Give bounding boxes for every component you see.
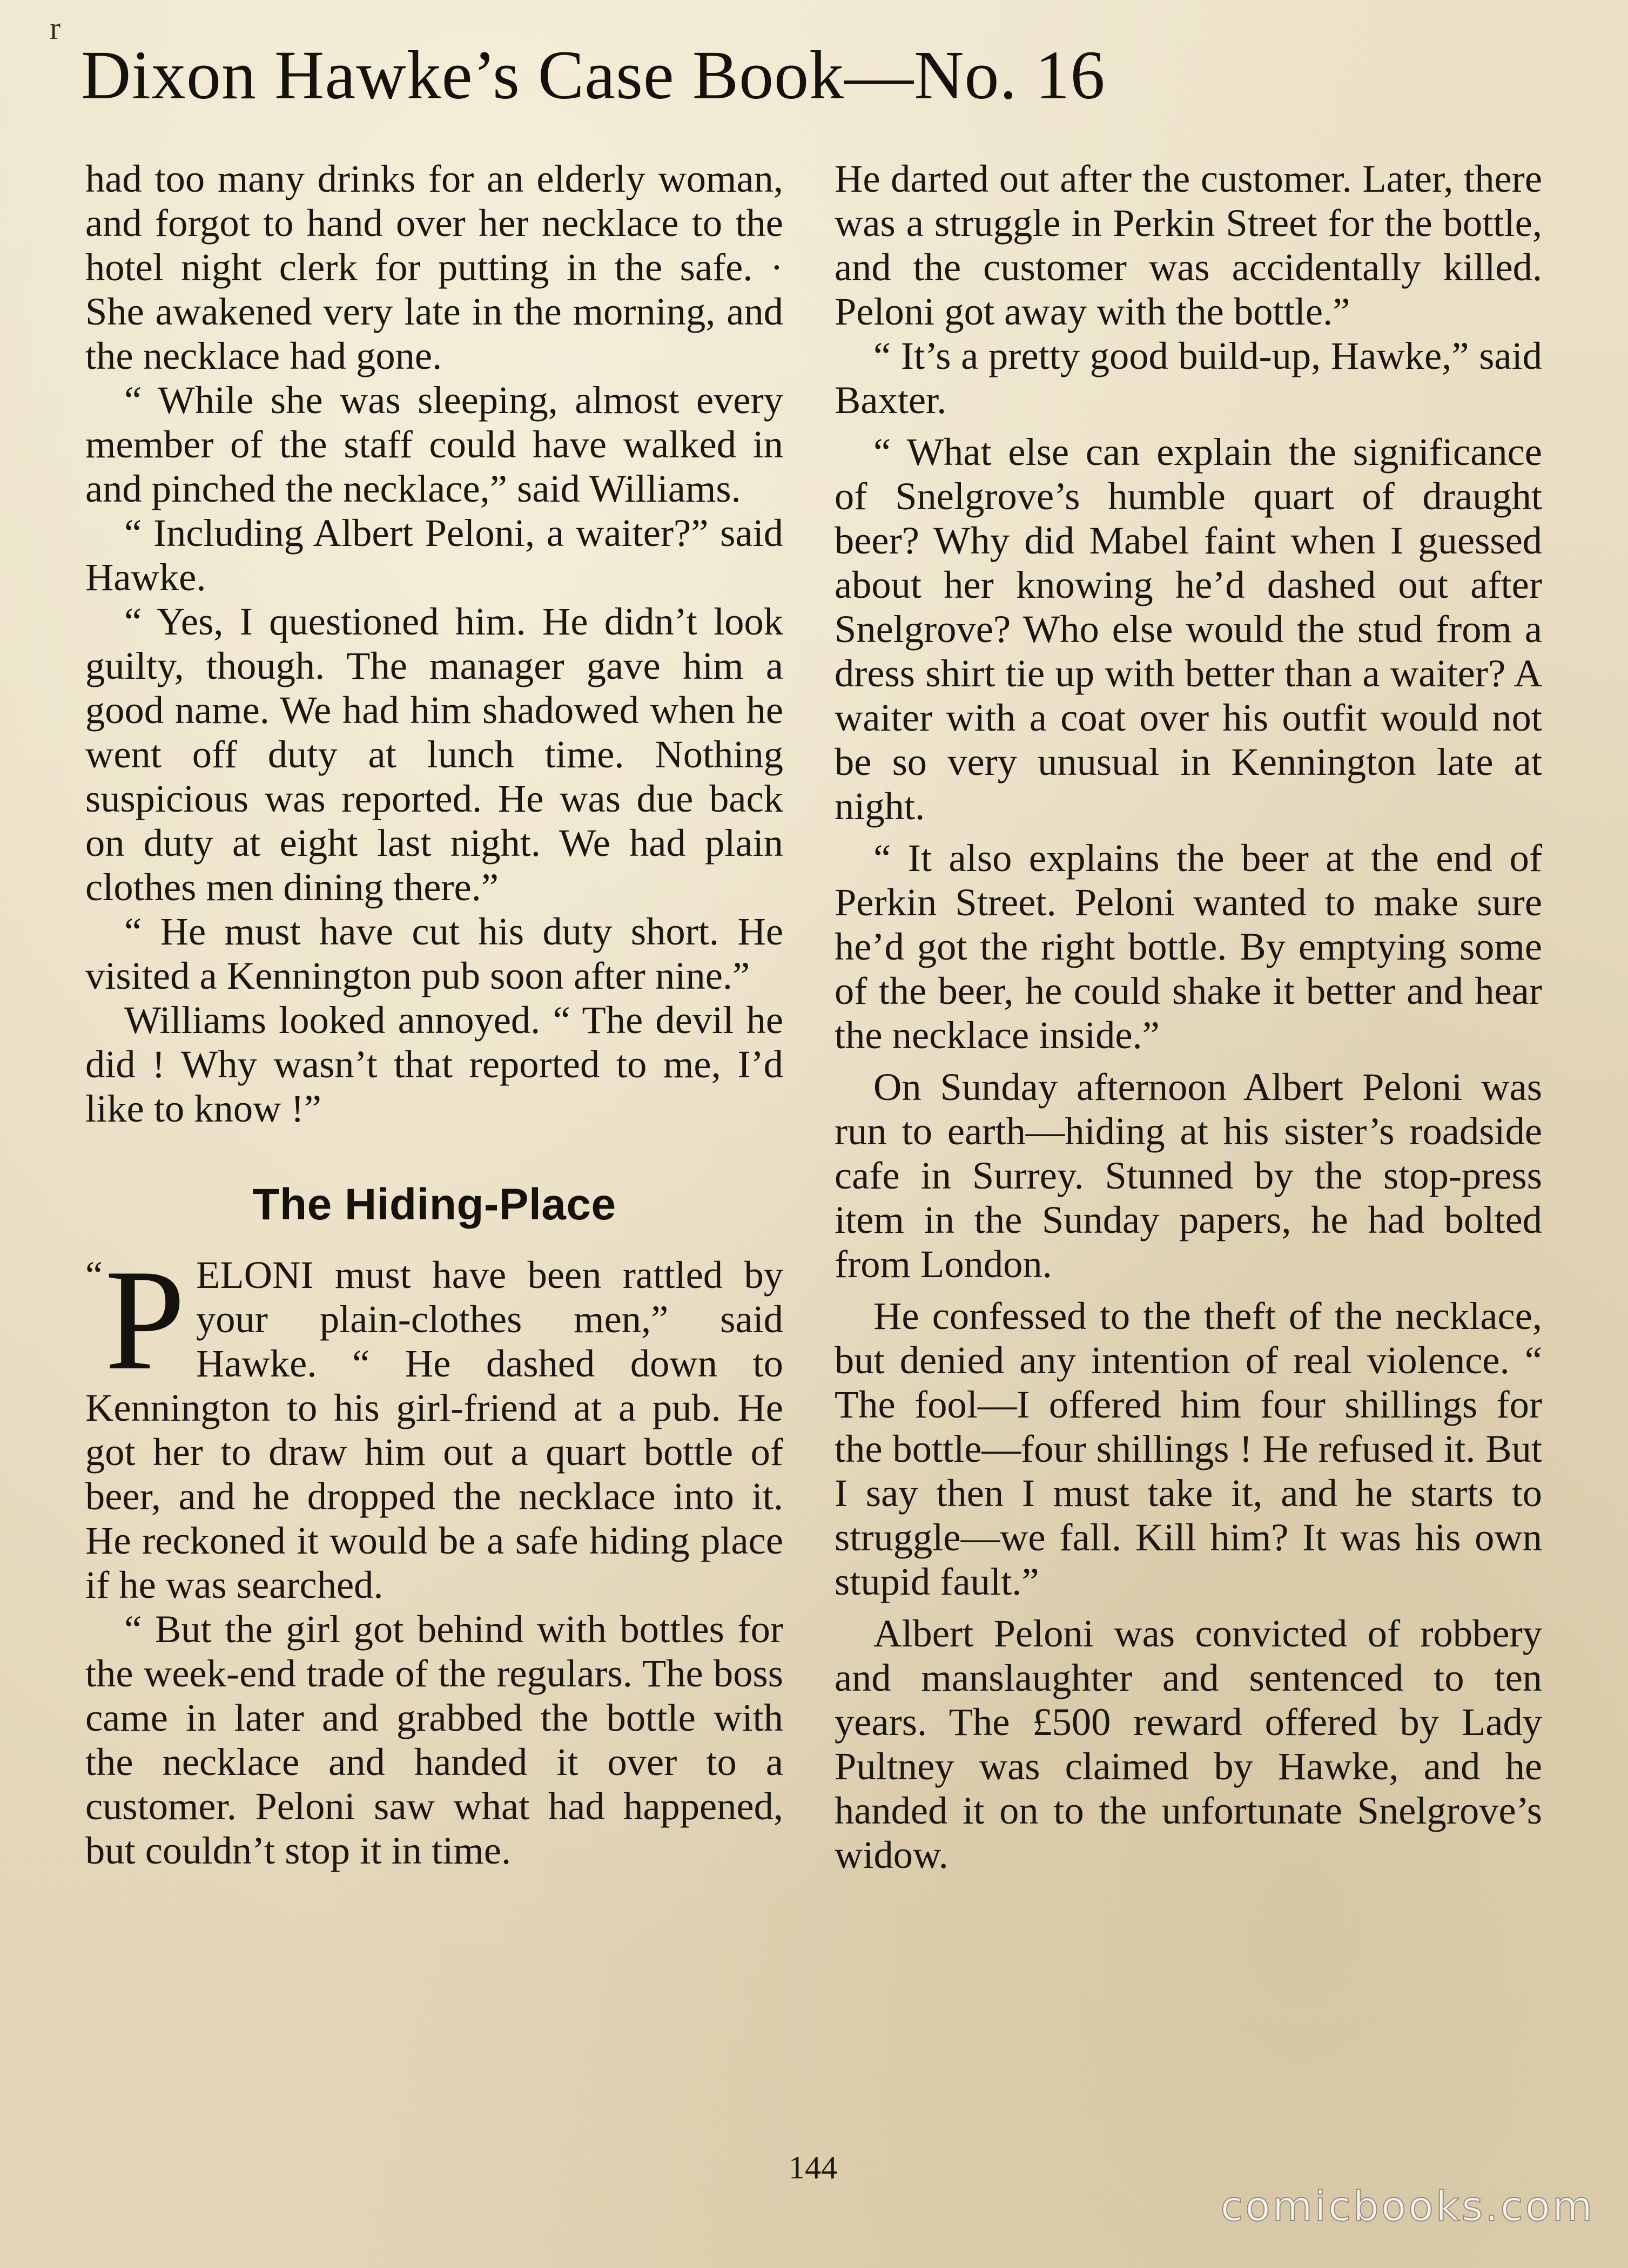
paragraph: “ Including Albert Peloni, a waiter?” said Hawke. (85, 511, 783, 599)
paragraph: “ He must have cut his duty short. He visited a Kennington pub soon after nine.” (85, 909, 783, 997)
right-column (835, 157, 1542, 1877)
corner-mark: r (50, 10, 60, 46)
watermark: comicbooks.com (1220, 2182, 1595, 2230)
paragraph: Williams looked annoyed. “ The devil he did ! Why wasn’t that reported to me, I’d like to know !” (85, 998, 783, 1130)
paragraph: had too many drinks for an elderly woman, and forgot to hand over her necklace to the hotel night clerk for putting in the safe. · She awakened very late in the morning, and the necklace had gone. (85, 157, 783, 377)
paragraph: On Sunday afternoon Albert Peloni was run to earth—hiding at his sister’s roadside cafe in Surrey. Stunned by the stop-press item in the Sunday papers, he had bolted from London. (835, 1065, 1542, 1286)
paragraph: He confessed to the theft of the necklace, but denied any intention of real violence. “ The fool—I offered him four shillings for the bottle—four shillings ! He refused it. But I say then I must take it, and he starts to struggle—we fall. Kill him? It was his own stupid fault.” (835, 1294, 1542, 1603)
paragraph: Albert Peloni was convicted of robbery and manslaughter and sentenced to ten years. The £500 reward offered by Lady Pultney was claimed by Hawke, and he handed it on to the unfortunate Snelgrove’s widow. (835, 1611, 1542, 1877)
page-title: Dixon Hawke’s Case Book—No. 16 (81, 37, 1106, 113)
section-heading: The Hiding-Place (252, 1180, 616, 1229)
paragraph: “ While she was sleeping, almost every member of the staff could have walked in and pinched the necklace,” said Williams. (85, 378, 783, 510)
paragraph: He darted out after the customer. Later, there was a struggle in Perkin Street for the bottle, and the customer was accidentally killed. Peloni got away with the bottle.” (835, 157, 1542, 333)
page-number: 144 (789, 2150, 837, 2185)
paragraph: “ Yes, I questioned him. He didn’t look guilty, though. The manager gave him a good name. We had him shadowed when he went off duty at lunch time. Nothing suspicious was reported. He was due back on duty at eight last night. We had plain clothes men dining there.” (85, 599, 783, 909)
open-quote: “ (85, 1253, 103, 1297)
left-column (85, 157, 783, 1873)
paragraph: “ What else can explain the significance of Snelgrove’s humble quart of draught beer? Why did Mabel faint when I guessed about her knowing he’d dashed out after Snelgrove? Who else would the stud from a dress shirt tie up with better than a waiter? A waiter with a coat over his outfit would not be so very unusual in Kennington late at night. (835, 430, 1542, 828)
dropcap-paragraph (85, 1239, 783, 1607)
paragraph: “ But the girl got behind with bottles for the week-end trade of the regulars. The boss came in later and grabbed the bottle with the necklace and handed it over to a customer. Peloni saw what had happened, but couldn’t stop it in time. (85, 1607, 783, 1872)
dropcap-paragraph-text: ELONI must have been rattled by your plain-clothes men,” said Hawke. “ He dashed down to Kennington to his girl-friend at a pub. He got her to draw him out a quart bottle of beer, and he dropped the necklace into it. He reckoned it would be a safe hiding place if he was searched. (85, 1253, 783, 1606)
paragraph: “ It also explains the beer at the end of Perkin Street. Peloni wanted to make sure he’d got the right bottle. By emptying some of the beer, he could shake it better and hear the necklace inside.” (835, 836, 1542, 1057)
paragraph: “ It’s a pretty good build-up, Hawke,” said Baxter. (835, 334, 1542, 422)
drop-cap-letter: P (104, 1239, 186, 1400)
